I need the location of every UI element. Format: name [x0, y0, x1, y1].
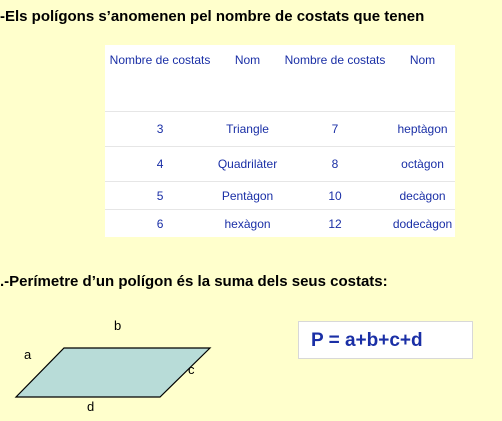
header-name-2: Nom	[390, 45, 455, 112]
table-cell: 12	[328, 216, 342, 231]
header-name-1: Nom	[215, 45, 280, 112]
table-cell: 10	[280, 182, 390, 210]
table-cell: 5	[105, 182, 215, 210]
table-cell: dodecàgon	[392, 216, 453, 231]
table-cell: 4	[105, 147, 215, 182]
table-cell: 8	[280, 147, 390, 182]
perimeter-formula: P = a+b+c+d	[298, 321, 473, 359]
parallelogram-drawing	[0, 310, 260, 421]
parallelogram-figure	[0, 310, 260, 421]
table-row	[105, 182, 455, 210]
table-cell: Pentàgon	[215, 182, 280, 210]
table-row	[105, 147, 455, 182]
side-label-c: c	[188, 362, 195, 377]
side-label-d: d	[87, 399, 95, 414]
table-cell: heptàgon	[390, 112, 455, 147]
table-cell: decàgon	[390, 182, 455, 210]
side-label-b: b	[114, 318, 122, 333]
table-row	[105, 112, 455, 147]
section-1-heading: -Els polígons s’anomenen pel nombre de costats que tenen	[0, 8, 425, 25]
section-2-heading: .-Perímetre d’un polígon és la suma dels seus costats:	[0, 273, 388, 290]
header-sides-2: Nombre de costats	[280, 45, 390, 112]
table-cell: 6	[156, 216, 164, 231]
parallelogram-shape	[16, 348, 210, 397]
side-label-a: a	[24, 347, 32, 362]
table-row	[105, 210, 455, 238]
table-cell: 3	[105, 112, 215, 147]
table-cell: 7	[280, 112, 390, 147]
table-cell: Triangle	[215, 112, 280, 147]
table-header-row	[105, 45, 455, 112]
table-cell: octàgon	[390, 147, 455, 182]
table-cell: Quadrilàter	[215, 147, 280, 182]
polygon-names-table	[105, 45, 455, 237]
table-cell: hexàgon	[224, 216, 271, 231]
header-sides-1: Nombre de costats	[105, 45, 215, 112]
